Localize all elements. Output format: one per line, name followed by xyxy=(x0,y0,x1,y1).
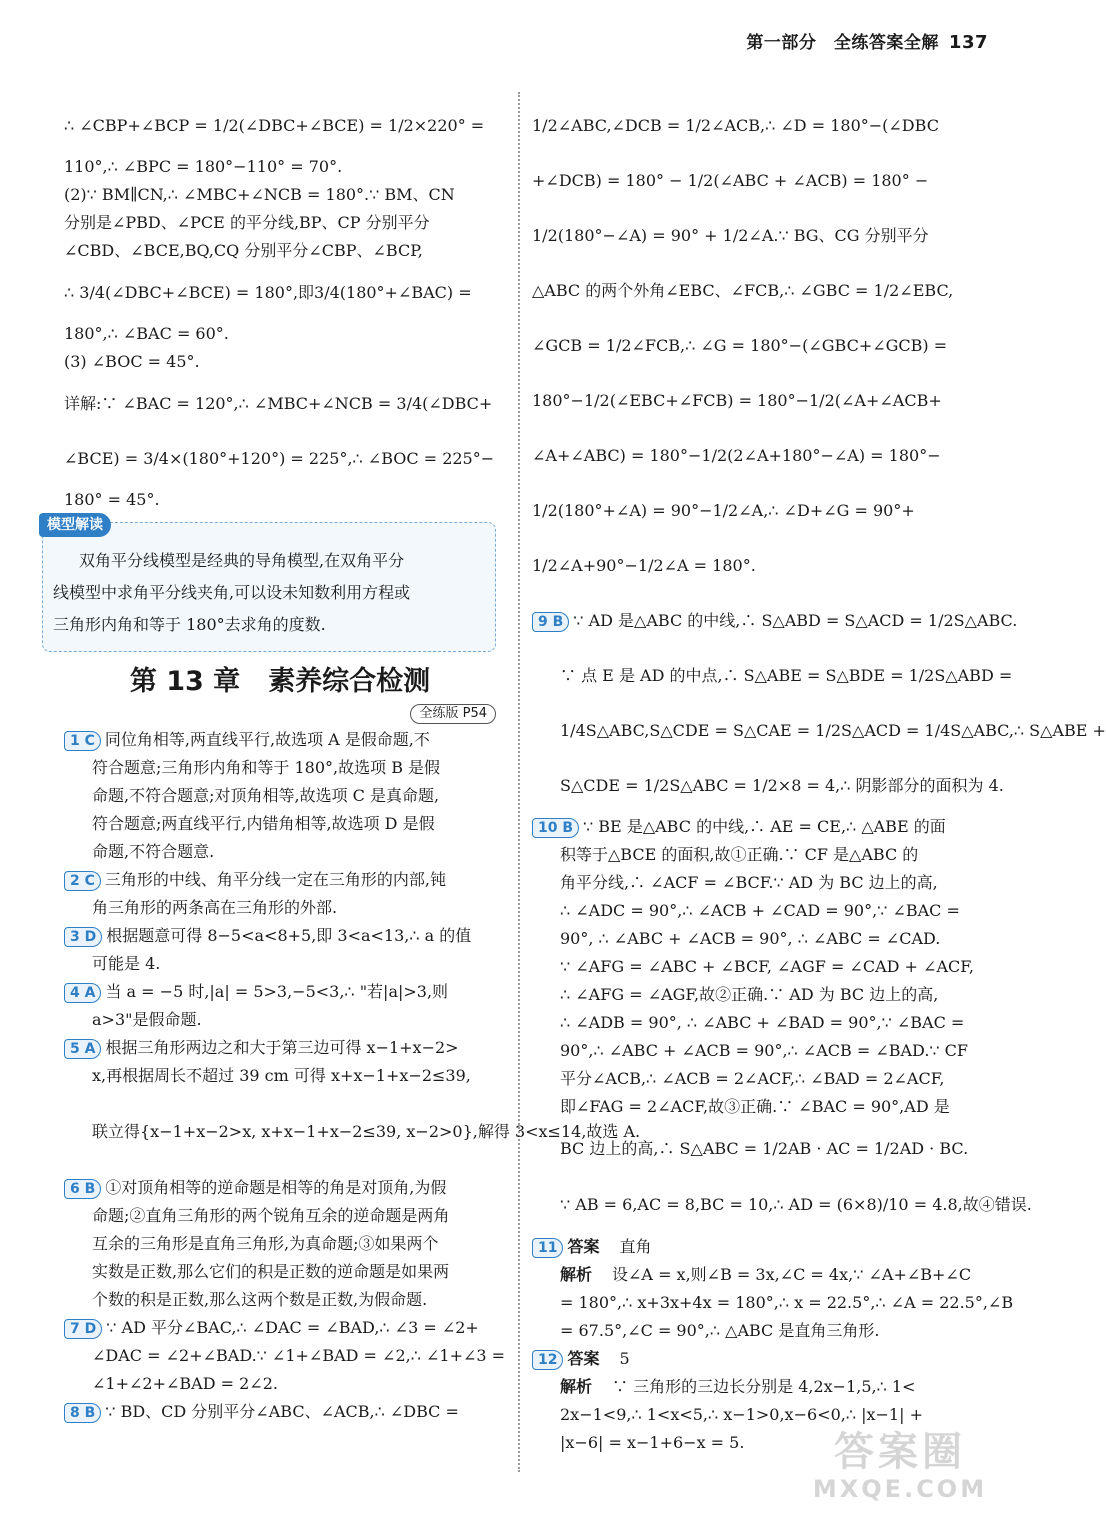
answer-value: 直角 xyxy=(619,1237,652,1256)
question-line: 90°, ∴ ∠ABC + ∠ACB = 90°, ∴ ∠ABC = ∠CAD. xyxy=(560,929,941,948)
solution-line: ∠CBD、∠BCE,BQ,CQ 分别平分∠CBP、∠BCP, xyxy=(64,241,423,260)
question-line: 设∠A = x,则∠B = 3x,∠C = 4x,∵ ∠A+∠B+∠C xyxy=(612,1265,972,1284)
question-label: 4 A xyxy=(64,983,101,1003)
answer-value: 5 xyxy=(619,1349,630,1368)
solution-line: 110°,∴ ∠BPC = 180°−110° = 70°. xyxy=(64,157,343,176)
question-line: 个数的积是正数,那么这两个数是正数,为假命题. xyxy=(92,1290,428,1309)
question-line: ∵ 点 E 是 AD 的中点,∴ S△ABE = S△BDE = 1/2S△ABD = xyxy=(560,666,1013,685)
question-line: 命题,不符合题意. xyxy=(92,842,215,861)
solution-line: ∠A+∠ABC) = 180°−1/2(2∠A+180°−∠A) = 180°− xyxy=(532,446,941,465)
question-label: 1 C xyxy=(64,731,101,751)
question-line: a>3"是假命题. xyxy=(92,1010,202,1029)
question-line: 实数是正数,那么它们的积是正数的逆命题是如果两 xyxy=(92,1262,450,1281)
question-label: 9 B xyxy=(532,612,569,632)
question-line: 命题,不符合题意;对顶角相等,故选项 C 是真命题, xyxy=(92,786,440,805)
solution-line: ∴ 3/4(∠DBC+∠BCE) = 180°,即3/4(180°+∠BAC) = xyxy=(64,283,472,302)
question-line: ∠DAC = ∠2+∠BAD.∵ ∠1+∠BAD = ∠2,∴ ∠1+∠3 = xyxy=(92,1346,506,1365)
solution-line: (3) ∠BOC = 45°. xyxy=(64,352,200,371)
question-line: 即∠FAG = 2∠ACF,故③正确.∵ ∠BAC = 90°,AD 是 xyxy=(560,1097,950,1116)
question-line: 根据题意可得 8−5<a<8+5,即 3<a<13,∴ a 的值 xyxy=(106,926,472,945)
question-2 xyxy=(70,866,496,922)
question-line: ∠1+∠2+∠BAD = 2∠2. xyxy=(92,1374,278,1393)
question-label: 2 C xyxy=(64,871,101,891)
question-line: ∵ AD 平分∠BAC,∴ ∠DAC = ∠BAD,∴ ∠3 = ∠2+ xyxy=(106,1318,479,1337)
header-title: 第一部分 全练答案全解 xyxy=(746,33,939,53)
solution-line: +∠DCB) = 180° − 1/2(∠ABC + ∠ACB) = 180° − xyxy=(532,171,929,190)
model-text-line: 三角形内角和等于 180°去求角的度数. xyxy=(53,615,326,634)
question-line: 符合题意;两直线平行,内错角相等,故选项 D 是假 xyxy=(92,814,435,833)
question-line: 命题;②直角三角形的两个锐角互余的逆命题是两角 xyxy=(92,1206,450,1225)
answer-word: 答案 xyxy=(567,1349,600,1368)
question-line: S△CDE = 1/2S△ABC = 1/2×8 = 4,∴ 阴影部分的面积为 4. xyxy=(560,776,1004,795)
column-divider xyxy=(518,92,520,1472)
solution-line: 180°,∴ ∠BAC = 60°. xyxy=(64,324,229,343)
solution-line: 1/2(180°+∠A) = 90°−1/2∠A,∴ ∠D+∠G = 90°+ xyxy=(532,501,915,520)
question-line: 积等于△BCE 的面积,故①正确.∵ CF 是△ABC 的 xyxy=(560,845,919,864)
solution-line: 详解:∵ ∠BAC = 120°,∴ ∠MBC+∠NCB = 3/4(∠DBC+ xyxy=(64,394,493,413)
question-line: 联立得{x−1+x−2>x, x+x−1+x−2≤39, x−2>0},解得 3<x≤14,故选 A. xyxy=(92,1122,641,1141)
question-line: ①对顶角相等的逆命题是相等的角是对顶角,为假 xyxy=(105,1178,447,1197)
question-line: 1/4S△ABC,S△CDE = S△CAE = 1/2S△ACD = 1/4S△ABC,∴ S△ABE + xyxy=(560,721,1106,740)
watermark-url: MXQE.COM xyxy=(812,1475,988,1503)
question-8 xyxy=(70,1398,496,1426)
page-number: 137 xyxy=(948,32,988,53)
solution-line: ∠GCB = 1/2∠FCB,∴ ∠G = 180°−(∠GBC+∠GCB) = xyxy=(532,336,948,355)
solution-line: △ABC 的两个外角∠EBC、∠FCB,∴ ∠GBC = 1/2∠EBC, xyxy=(532,281,954,300)
question-11 xyxy=(538,1233,1014,1345)
question-6 xyxy=(70,1174,496,1314)
chapter-heading xyxy=(64,662,496,702)
question-line: 90°,∴ ∠ABC + ∠ACB = 90°,∴ ∠ACB = ∠BAD.∵ CF xyxy=(560,1041,969,1060)
question-label: 10 B xyxy=(532,818,579,838)
question-label: 12 xyxy=(532,1350,563,1370)
watermark-logo-text: 答案圈 xyxy=(834,1429,966,1475)
ref-badge: 全练版 P54 xyxy=(410,704,496,724)
solution-line: 1/2∠A+90°−1/2∠A = 180°. xyxy=(532,556,756,575)
model-interpretation-box xyxy=(42,517,496,652)
solution-line: 1/2∠ABC,∠DCB = 1/2∠ACB,∴ ∠D = 180°−(∠DBC xyxy=(532,116,939,135)
question-line: x,再根据周长不超过 39 cm 可得 x+x−1+x−2≤39, xyxy=(92,1066,471,1085)
question-label: 6 B xyxy=(64,1179,101,1199)
question-line: 符合题意;三角形内角和等于 180°,故选项 B 是假 xyxy=(92,758,441,777)
question-line: ∴ ∠AFG = ∠AGF,故②正确.∵ AD 为 BC 边上的高, xyxy=(560,985,939,1004)
solution-line: 1/2(180°−∠A) = 90° + 1/2∠A.∵ BG、CG 分别平分 xyxy=(532,226,929,245)
solution-line: ∴ ∠CBP+∠BCP = 1/2(∠DBC+∠BCE) = 1/2×220° = xyxy=(64,116,485,135)
question-line: 角三角形的两条高在三角形的外部. xyxy=(92,898,338,917)
question-line: 根据三角形两边之和大于第三边可得 x−1+x−2> xyxy=(105,1038,459,1057)
question-3 xyxy=(70,922,496,978)
question-label: 8 B xyxy=(64,1403,101,1423)
question-9 xyxy=(538,593,1106,813)
question-line: 2x−1<9,∴ 1<x<5,∴ x−1>0,x−6<0,∴ |x−1| + xyxy=(560,1405,923,1424)
question-5 xyxy=(70,1034,641,1174)
question-line: BC 边上的高,∴ S△ABC = 1/2AB · AC = 1/2AD · BC. xyxy=(560,1139,969,1158)
analysis-word: 解析 xyxy=(560,1265,593,1284)
question-line: ∵ BD、CD 分别平分∠ABC、∠ACB,∴ ∠DBC = xyxy=(105,1402,459,1421)
solution-line: 180°−1/2(∠EBC+∠FCB) = 180°−1/2(∠A+∠ACB+ xyxy=(532,391,942,410)
page-header xyxy=(746,28,988,53)
chapter-number: 第 13 章 xyxy=(129,666,241,697)
question-line: ∴ ∠ADB = 90°, ∴ ∠ABC + ∠BAD = 90°,∵ ∠BAC = xyxy=(560,1013,965,1032)
chapter-title: 素养综合检测 xyxy=(268,666,431,697)
right-column xyxy=(532,98,1106,1457)
question-line: ∵ AD 是△ABC 的中线,∴ S△ABD = S△ACD = 1/2S△ABC. xyxy=(573,611,1018,630)
question-line: 同位角相等,两直线平行,故选项 A 是假命题,不 xyxy=(104,730,430,749)
model-text-line: 线模型中求角平分线夹角,可以设未知数利用方程或 xyxy=(53,583,411,602)
question-line: 当 a = −5 时,|a| = 5>3,−5<3,∴ "若|a|>3,则 xyxy=(105,982,449,1001)
question-line: ∵ BE 是△ABC 的中线,∴ AE = CE,∴ △ABE 的面 xyxy=(583,817,946,836)
question-10 xyxy=(538,813,1032,1233)
analysis-word: 解析 xyxy=(560,1377,593,1396)
question-line: = 180°,∴ x+3x+4x = 180°,∴ x = 22.5°,∴ ∠A = 22.5°,∠B xyxy=(560,1293,1014,1312)
model-interpretation-tag: 模型解读 xyxy=(39,513,111,537)
question-1 xyxy=(70,726,496,866)
question-label: 5 A xyxy=(64,1039,101,1059)
solution-line: 分别是∠PBD、∠PCE 的平分线,BP、CP 分别平分 xyxy=(64,213,430,232)
question-line: ∵ ∠AFG = ∠ABC + ∠BCF, ∠AGF = ∠CAD + ∠ACF, xyxy=(560,957,974,976)
watermark xyxy=(800,1428,1000,1508)
answer-word: 答案 xyxy=(567,1237,600,1256)
question-line: ∴ ∠ADC = 90°,∴ ∠ACB + ∠CAD = 90°,∵ ∠BAC = xyxy=(560,901,960,920)
question-7 xyxy=(70,1314,506,1398)
question-line: ∵ 三角形的三边长分别是 4,2x−1,5,∴ 1< xyxy=(612,1377,916,1396)
model-text-line: 双角平分线模型是经典的导角模型,在双角平分 xyxy=(79,551,405,570)
question-line: 平分∠ACB,∴ ∠ACB = 2∠ACF,∴ ∠BAD = 2∠ACF, xyxy=(560,1069,945,1088)
question-line: 角平分线,∴ ∠ACF = ∠BCF.∵ AD 为 BC 边上的高, xyxy=(560,873,938,892)
question-line: 互余的三角形是直角三角形,为真命题;③如果两个 xyxy=(92,1234,439,1253)
question-label: 3 D xyxy=(64,927,102,947)
question-line: 可能是 4. xyxy=(92,954,161,973)
solution-line: ∠BCE) = 3/4×(180°+120°) = 225°,∴ ∠BOC = 225°− xyxy=(64,449,495,468)
question-line: |x−6| = x−1+6−x = 5. xyxy=(560,1433,745,1452)
question-label: 11 xyxy=(532,1238,563,1258)
ref-badge-row xyxy=(64,702,496,726)
question-4 xyxy=(70,978,496,1034)
question-line: 三角形的中线、角平分线一定在三角形的内部,钝 xyxy=(104,870,446,889)
question-line: ∵ AB = 6,AC = 8,BC = 10,∴ AD = (6×8)/10 = 4.8,故④错误. xyxy=(560,1195,1032,1214)
solution-line: 180° = 45°. xyxy=(64,490,160,509)
question-label: 7 D xyxy=(64,1319,102,1339)
question-line: = 67.5°,∠C = 90°,∴ △ABC 是直角三角形. xyxy=(560,1321,880,1340)
solution-line: (2)∵ BM∥CN,∴ ∠MBC+∠NCB = 180°.∵ BM、CN xyxy=(64,185,455,204)
